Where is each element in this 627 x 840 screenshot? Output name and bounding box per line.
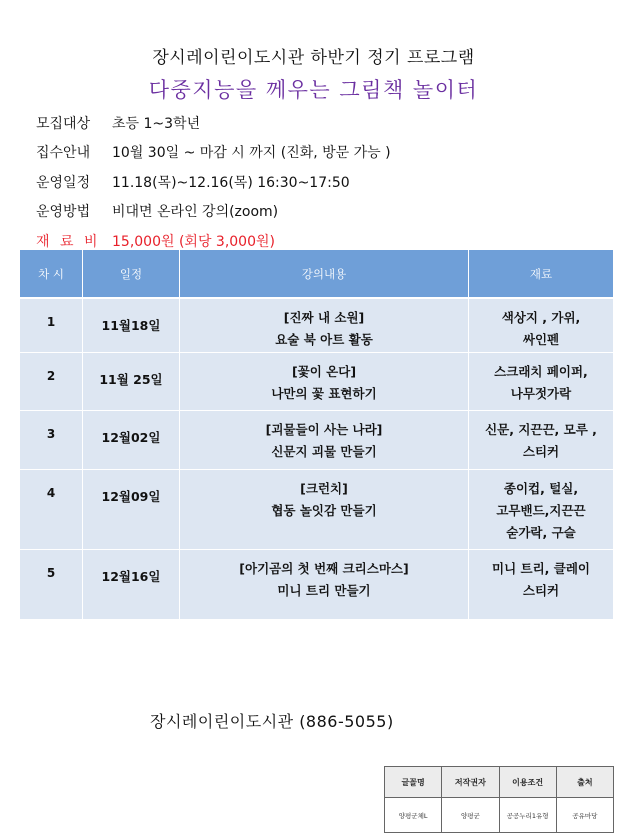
library-contact: 장시레이린이도시관 (886-5055) bbox=[150, 712, 394, 731]
content-activity: 협동 놀잇감 만들기 bbox=[271, 503, 377, 518]
header-date: 일정 bbox=[83, 250, 180, 298]
material-line: 고무밴드,지끈끈 bbox=[496, 503, 586, 518]
session-materials bbox=[469, 470, 614, 550]
license-value: 공유마당 bbox=[556, 798, 613, 833]
material-line: 색상지 , 가위, bbox=[501, 310, 581, 325]
info-label: 운영방법 bbox=[36, 204, 91, 221]
table-row bbox=[20, 470, 614, 550]
license-header: 출처 bbox=[556, 767, 613, 798]
license-header: 이용조건 bbox=[499, 767, 556, 798]
header-content: 강의내용 bbox=[180, 250, 469, 298]
material-line: 나무젓가락 bbox=[510, 386, 572, 401]
session-materials bbox=[469, 411, 614, 470]
content-activity: 미니 트리 만들기 bbox=[277, 583, 371, 598]
table-row bbox=[20, 353, 614, 411]
info-row-method bbox=[36, 197, 596, 227]
page-title: 장시레이린이도시관 하반기 정기 프로그램 bbox=[152, 48, 475, 68]
material-line: 신문, 지끈끈, 모루 , bbox=[485, 422, 597, 437]
table-row bbox=[20, 550, 614, 620]
session-date: 11월 25일 bbox=[83, 353, 180, 411]
content-title: [진짜 내 소원] bbox=[283, 310, 365, 325]
license-value-row bbox=[385, 798, 614, 833]
session-content bbox=[180, 298, 469, 353]
material-line: 스티커 bbox=[522, 583, 560, 598]
content-activity: 요술 북 아트 활동 bbox=[275, 332, 373, 347]
session-materials bbox=[469, 353, 614, 411]
license-value: 양평군 bbox=[442, 798, 499, 833]
font-license-table bbox=[384, 766, 614, 833]
info-label: 재 료 비 bbox=[36, 233, 101, 250]
content-title: [크런치] bbox=[300, 481, 348, 496]
material-line: 싸인펜 bbox=[522, 332, 560, 347]
info-value: 11.18(목)~12.16(목) 16:30~17:50 bbox=[112, 174, 350, 191]
info-label: 운영일정 bbox=[36, 174, 91, 191]
info-label: 모집대상 bbox=[36, 115, 91, 132]
content-title: [괴물들이 사는 나라] bbox=[265, 422, 383, 437]
session-date: 11월18일 bbox=[83, 298, 180, 353]
session-number: 3 bbox=[20, 411, 83, 470]
session-materials bbox=[469, 298, 614, 353]
info-value: 초등 1~3학년 bbox=[112, 115, 201, 132]
material-line: 스티커 bbox=[522, 444, 560, 459]
info-value: 비대면 온라인 강의(zoom) bbox=[112, 204, 279, 221]
session-number: 1 bbox=[20, 298, 83, 353]
content-activity: 신문지 괴물 만들기 bbox=[271, 444, 377, 459]
content-title: [꽃이 온다] bbox=[291, 364, 357, 379]
license-value: 양평군체L bbox=[385, 798, 442, 833]
session-date: 12월09일 bbox=[83, 470, 180, 550]
session-number: 5 bbox=[20, 550, 83, 620]
license-header: 글꼴명 bbox=[385, 767, 442, 798]
session-content bbox=[180, 470, 469, 550]
material-line: 종이컵, 털실, bbox=[503, 481, 579, 496]
info-label: 집수안내 bbox=[36, 145, 91, 162]
session-content bbox=[180, 411, 469, 470]
schedule-table bbox=[19, 250, 614, 620]
info-block bbox=[36, 108, 596, 256]
content-title: [아기곰의 첫 번째 크리스마스] bbox=[239, 561, 409, 576]
info-row-target bbox=[36, 108, 596, 138]
content-activity: 나만의 꽃 표현하기 bbox=[271, 386, 377, 401]
info-value: 15,000원 (회당 3,000원) bbox=[112, 233, 275, 250]
material-line: 스크래치 페이퍼, bbox=[494, 364, 588, 379]
table-row bbox=[20, 411, 614, 470]
header-materials: 재료 bbox=[469, 250, 614, 298]
session-content bbox=[180, 353, 469, 411]
license-header: 저작권자 bbox=[442, 767, 499, 798]
session-date: 12월02일 bbox=[83, 411, 180, 470]
material-line: 미니 트리, 클레이 bbox=[492, 561, 590, 576]
table-header-row bbox=[20, 250, 614, 298]
info-row-registration bbox=[36, 138, 596, 168]
session-content bbox=[180, 550, 469, 620]
info-row-schedule bbox=[36, 167, 596, 197]
header-session: 차 시 bbox=[20, 250, 83, 298]
session-date: 12월16일 bbox=[83, 550, 180, 620]
page-subtitle: 다중지능을 께우는 그림책 놀이터 bbox=[148, 78, 479, 102]
material-line: 숟가락, 구슬 bbox=[506, 525, 576, 540]
session-number: 2 bbox=[20, 353, 83, 411]
info-value: 10월 30일 ~ 마감 시 까지 (진화, 방문 가능 ) bbox=[112, 145, 391, 162]
session-number: 4 bbox=[20, 470, 83, 550]
session-materials bbox=[469, 550, 614, 620]
license-value: 공공누리1유형 bbox=[499, 798, 556, 833]
table-row bbox=[20, 298, 614, 353]
license-header-row bbox=[385, 767, 614, 798]
